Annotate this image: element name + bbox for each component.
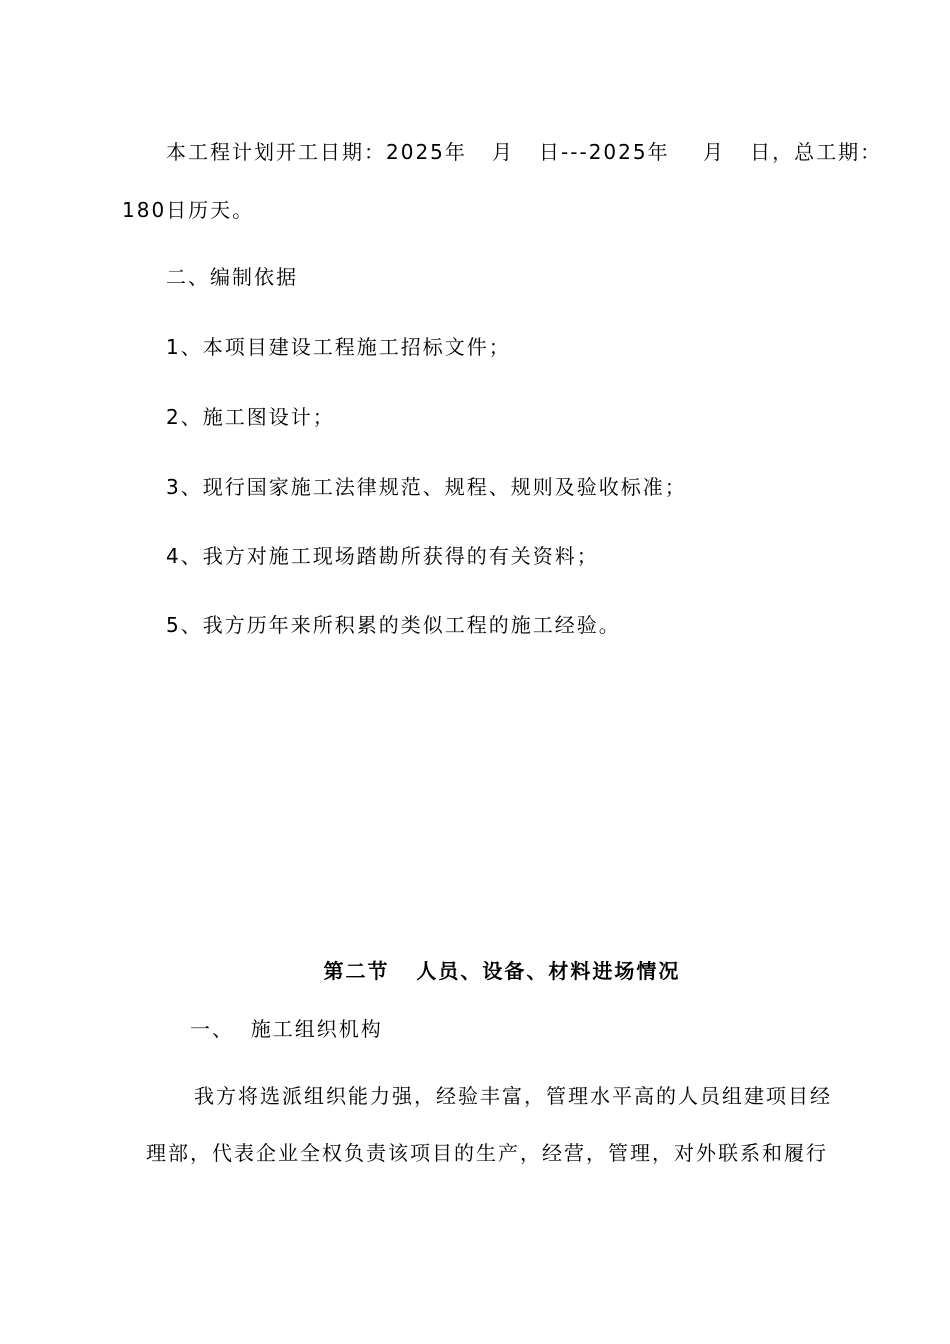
paragraph-line-1: 我方将选派组织能力强，经验丰富，管理水平高的人员组建项目经: [194, 1084, 832, 1108]
basis-item-2: 2、施工图设计；: [166, 405, 335, 429]
section-title: 第二节 人员、设备、材料进场情况: [323, 959, 681, 983]
basis-item-3: 3、现行国家施工法律规范、规程、规则及验收标准；: [166, 475, 687, 499]
paragraph-line-2: 理部，代表企业全权负责该项目的生产，经营，管理，对外联系和履行: [146, 1141, 828, 1165]
subheading-organization: 一、 施工组织机构: [190, 1017, 383, 1041]
basis-heading: 二、编制依据: [166, 265, 298, 289]
schedule-line-2: 180日历天。: [122, 198, 255, 222]
basis-item-5: 5、我方历年来所积累的类似工程的施工经验。: [166, 613, 621, 637]
basis-item-1: 1、本项目建设工程施工招标文件；: [166, 335, 511, 359]
basis-item-4: 4、我方对施工现场踏勘所获得的有关资料；: [166, 544, 599, 568]
schedule-line-1: 本工程计划开工日期：2025年 月 日---2025年 月 日，总工期：: [166, 140, 883, 164]
